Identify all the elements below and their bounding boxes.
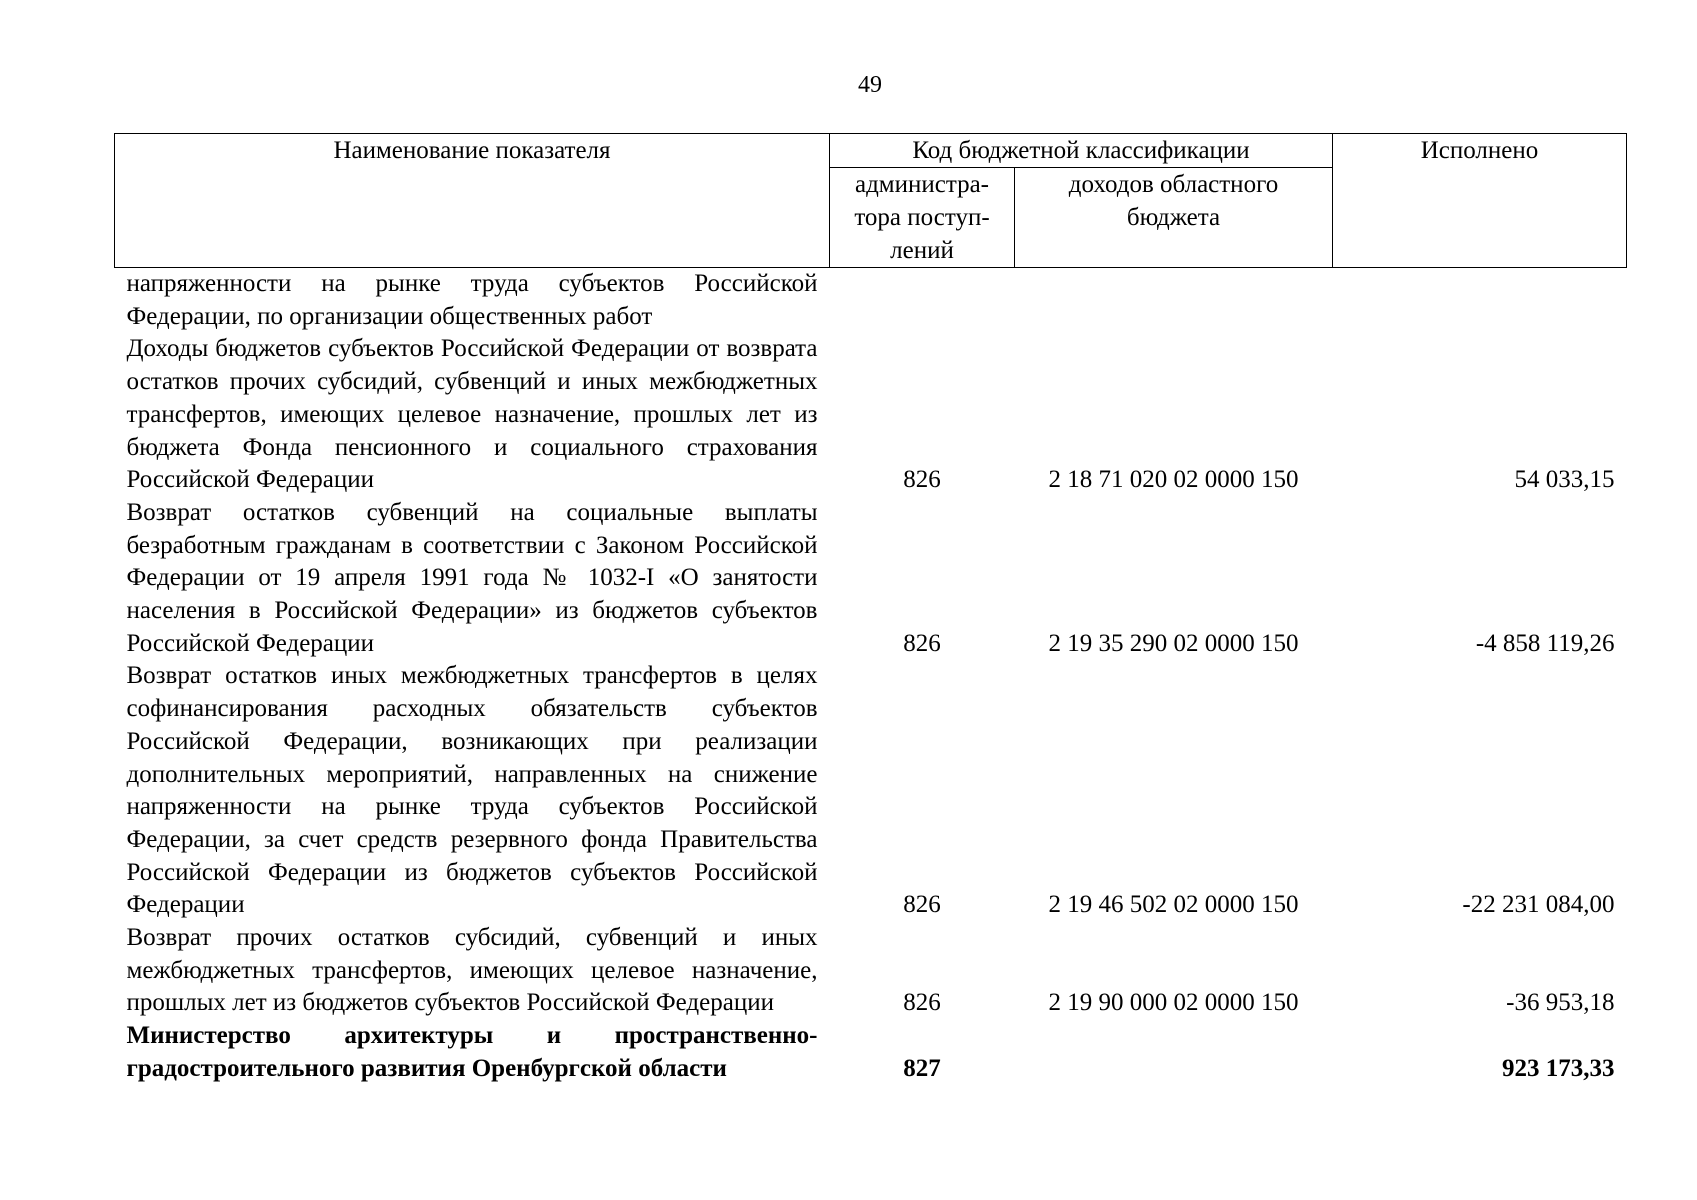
row-admin-code-cell: 826 [903, 989, 941, 1017]
table-row [115, 922, 1627, 1020]
row-budget-code-cell [1015, 268, 1333, 334]
header-name: Наименование показателя [115, 134, 830, 268]
row-amount-cell: -22 231 084,00 [1462, 891, 1615, 919]
row-name-cell: Доходы бюджетов субъектов Российской Федерации от возврата остатков прочих субсидий, субвенций и иных межбюджетных трансфертов, имеющих целевое назначение, прошлых лет из бюджета Фонда пенсионного и социального страхования Российской Федерации [126, 335, 818, 494]
header-revenue: доходов областного бюджета [1015, 168, 1333, 268]
row-name-cell: Возврат остатков субвенций на социальные выплаты безработным гражданам в соответствии с Законом Российской Федерации от 19 апреля 1991 года № 1032-I «О занятости населения в Российской Федерации» из бюджетов субъектов Российской Федерации [126, 498, 818, 657]
header-executed: Исполнено [1333, 134, 1627, 268]
table-row [115, 660, 1627, 922]
table-body [115, 268, 1627, 1086]
row-admin-code-cell: 826 [903, 629, 941, 657]
row-admin-code-cell: 826 [903, 891, 941, 919]
row-budget-code-cell: 2 19 35 290 02 0000 150 [1048, 629, 1299, 657]
table-row [115, 497, 1627, 661]
table-header [115, 134, 1627, 268]
row-name-cell: Возврат остатков иных межбюджетных трансфертов в целях софинансирования расходных обязательств субъектов Российской Федерации, возникающих при реализации дополнительных мероприятий, направленных на снижение напряженности на рынке труда субъектов Российской Федерации, за счет средств резервного фонда Правительства Российской Федерации из бюджетов субъектов Российской Федерации [126, 662, 818, 919]
row-budget-code-cell: 2 18 71 020 02 0000 150 [1048, 466, 1299, 494]
row-amount-cell [1333, 268, 1627, 334]
row-admin-code-cell [830, 268, 1015, 334]
table-row [115, 1020, 1627, 1085]
row-budget-code-cell [1015, 1020, 1333, 1085]
budget-table [114, 133, 1627, 1086]
table-row [115, 333, 1627, 497]
row-name-cell: напряженности на рынке труда субъектов Российской Федерации, по организации общественных работ [126, 270, 818, 330]
row-admin-code-cell: 826 [903, 466, 941, 494]
row-amount-cell: 923 173,33 [1502, 1054, 1615, 1082]
row-budget-code-cell: 2 19 46 502 02 0000 150 [1048, 891, 1299, 919]
page-number: 49 [858, 72, 882, 98]
row-budget-code-cell: 2 19 90 000 02 0000 150 [1048, 989, 1299, 1017]
row-amount-cell: 54 033,15 [1514, 466, 1615, 494]
row-name-cell: Министерство архитектуры и пространственно-градостроительного развития Оренбургской области [126, 1022, 818, 1082]
row-amount-cell: -4 858 119,26 [1475, 629, 1615, 657]
row-admin-code-cell: 827 [903, 1054, 941, 1082]
header-admin: администра- тора поступ- лений [830, 168, 1015, 268]
row-amount-cell: -36 953,18 [1506, 989, 1615, 1017]
table-row [115, 268, 1627, 334]
row-name-cell: Возврат прочих остатков субсидий, субвенций и иных межбюджетных трансфертов, имеющих целевое назначение, прошлых лет из бюджетов субъектов Российской Федерации [126, 924, 818, 1017]
header-code-group: Код бюджетной классификации [830, 134, 1333, 168]
